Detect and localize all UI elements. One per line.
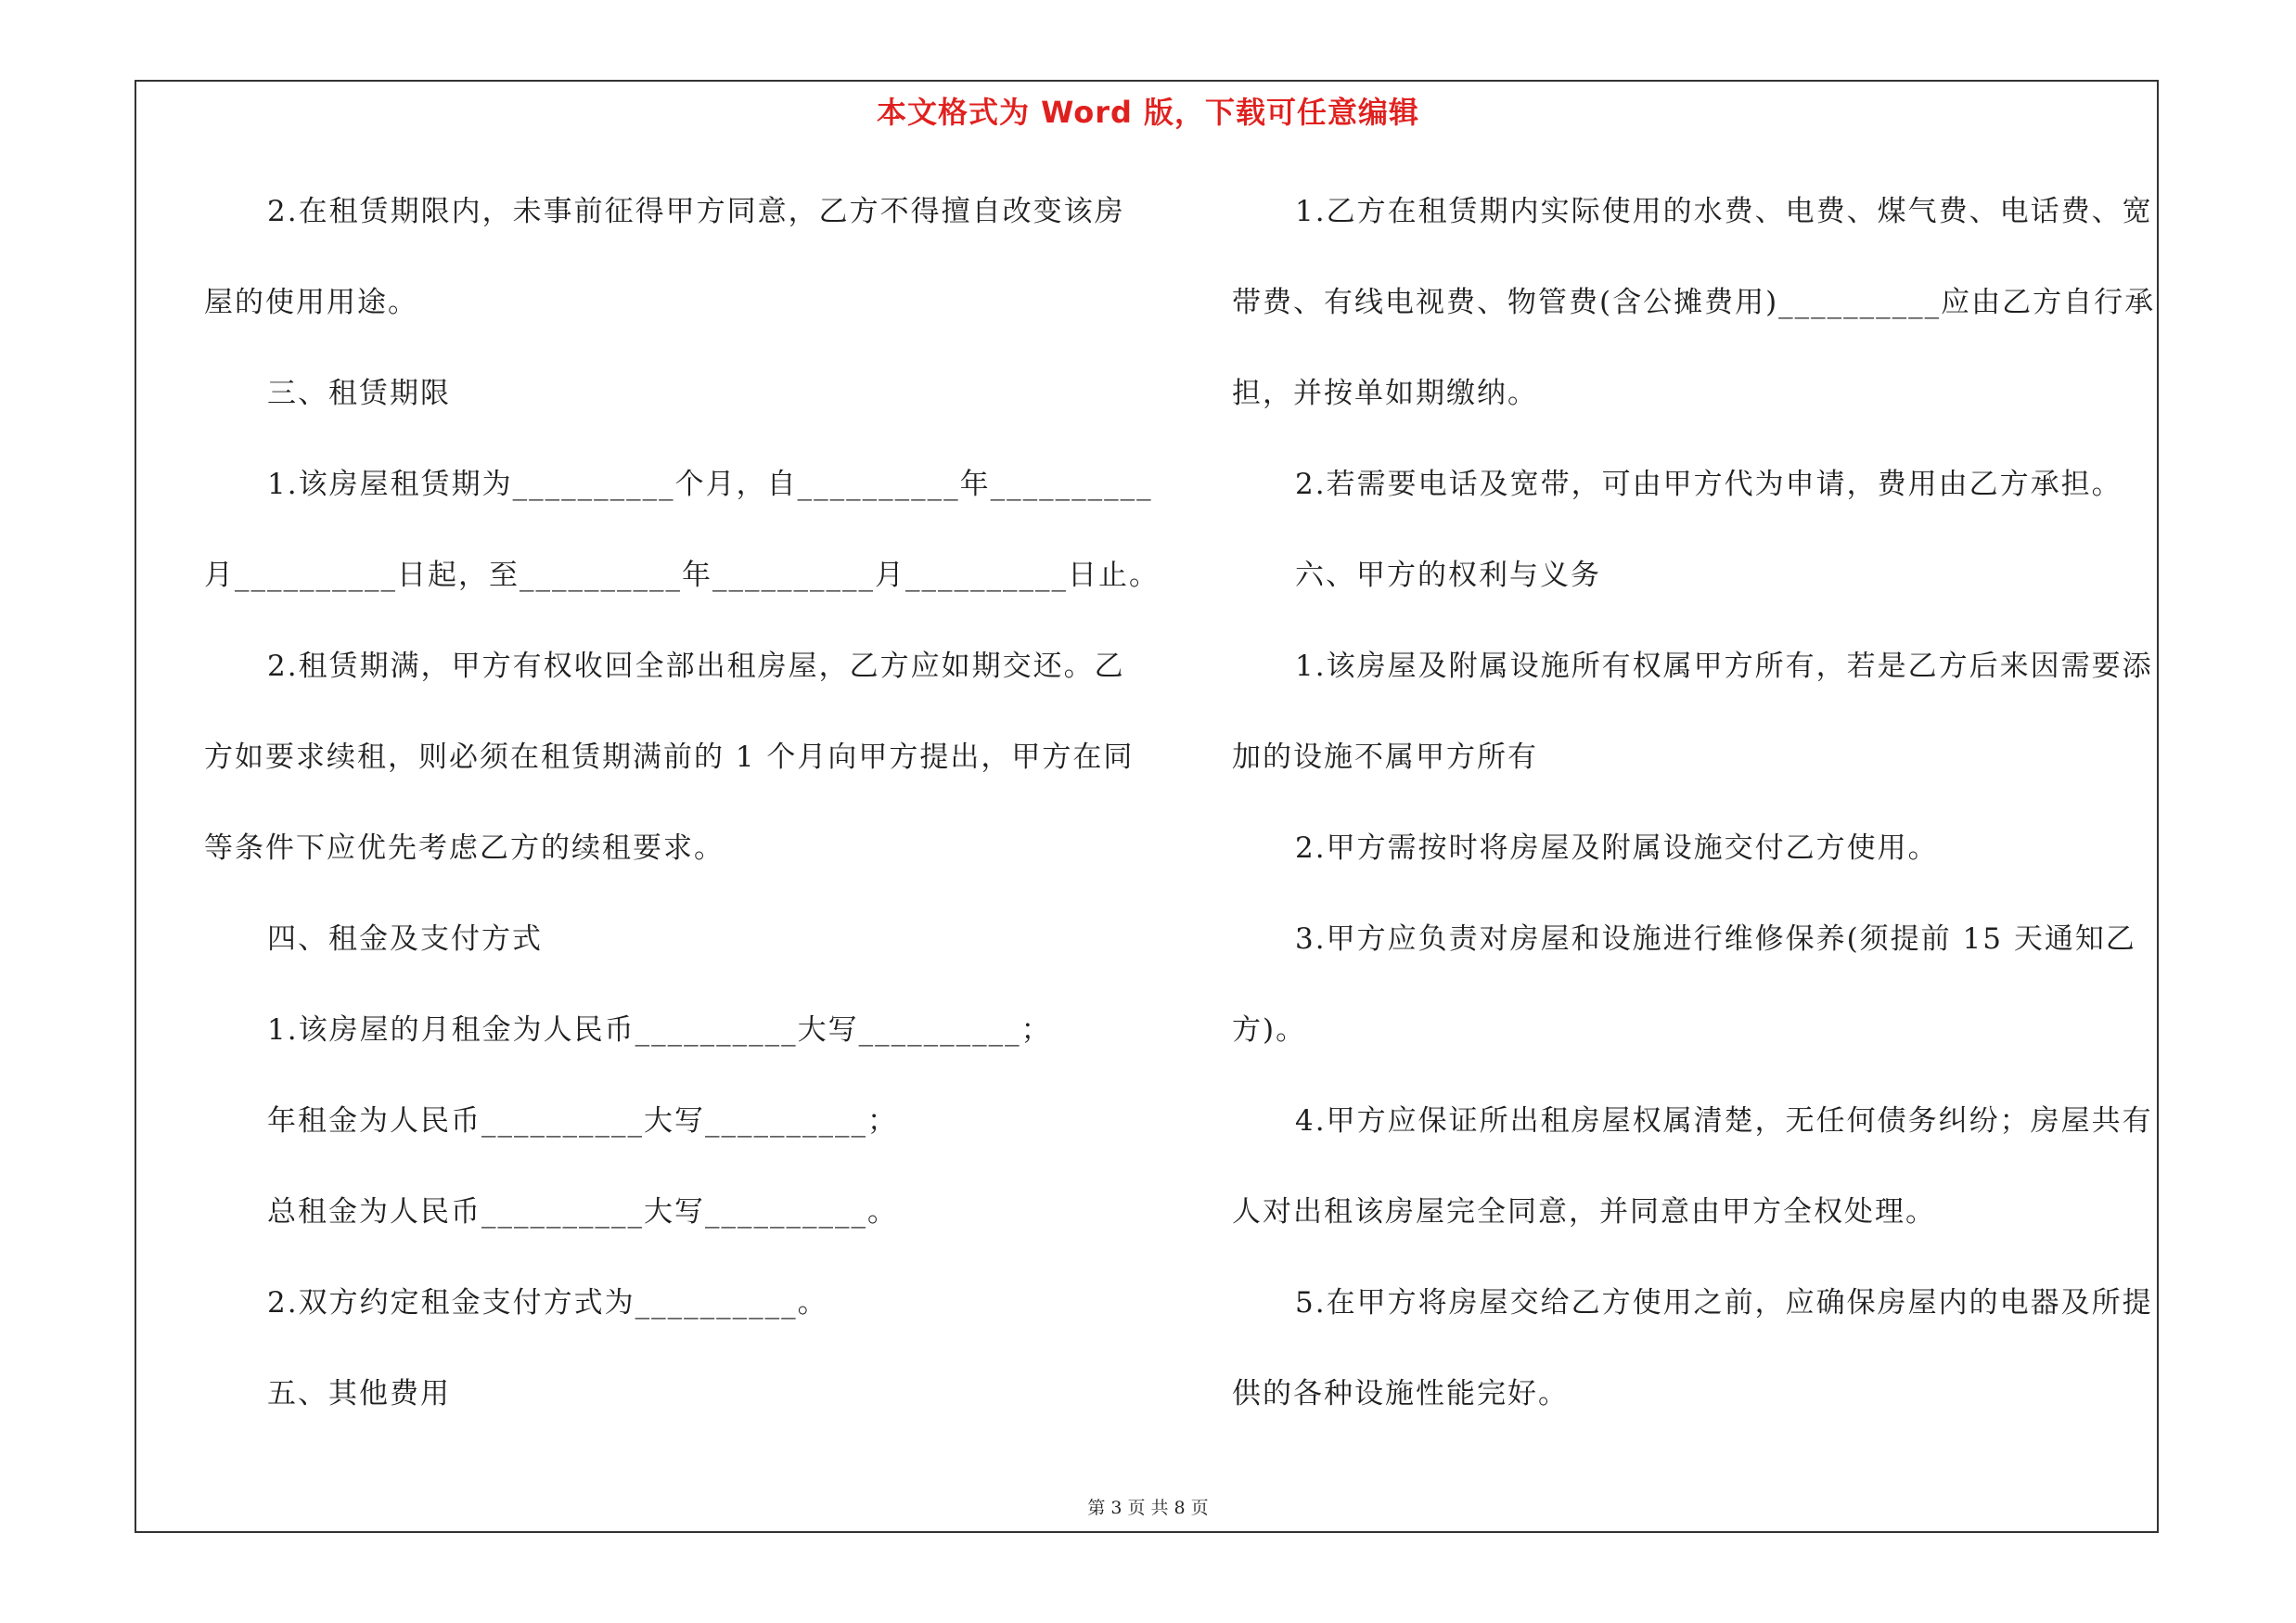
text-line: 五、其他费用 [267,1377,451,1410]
text-line: 带费、有线电视费、物管费(含公摊费用)__________应由乙方自行承 [1232,286,2156,319]
text-line: 4.甲方应保证所出租房屋权属清楚，无任何债务纠纷；房屋共有 [1295,1104,2153,1138]
text-line: 四、租金及支付方式 [267,922,543,956]
text-line: 月__________日起，至__________年__________月__________日止。 [204,559,1160,592]
text-line: 2.租赁期满，甲方有权收回全部出租房屋，乙方应如期交还。乙 [267,650,1125,683]
text-line: 供的各种设施性能完好。 [1232,1377,1569,1410]
text-line: 2.若需要电话及宽带，可由甲方代为申请，费用由乙方承担。 [1295,468,2123,501]
text-line: 2.甲方需按时将房屋及附属设施交付乙方使用。 [1295,831,1939,865]
text-line: 担，并按单如期缴纳。 [1232,377,1538,410]
text-line: 人对出租该房屋完全同意，并同意由甲方全权处理。 [1232,1195,1936,1229]
text-line: 2.在租赁期限内，未事前征得甲方同意，乙方不得擅自改变该房 [267,195,1125,228]
right-column [1232,178,2156,1451]
text-line: 1.乙方在租赁期内实际使用的水费、电费、煤气费、电话费、宽 [1295,195,2153,228]
text-line: 六、甲方的权利与义务 [1295,559,1601,592]
text-line: 2.双方约定租金支付方式为__________。 [267,1286,828,1320]
text-line: 屋的使用用途。 [204,286,418,319]
text-line: 3.甲方应负责对房屋和设施进行维修保养(须提前 15 天通知乙 [1295,922,2136,956]
text-line: 总租金为人民币__________大写__________。 [267,1195,898,1229]
text-line: 等条件下应优先考虑乙方的续租要求。 [204,831,725,865]
text-line: 三、租赁期限 [267,377,451,410]
text-line: 5.在甲方将房屋交给乙方使用之前，应确保房屋内的电器及所提 [1295,1286,2153,1320]
text-line: 1.该房屋租赁期为__________个月，自__________年__________ [267,468,1153,501]
text-line: 年租金为人民币__________大写__________； [267,1104,898,1138]
format-banner: 本文格式为 Word 版，下载可任意编辑 [876,95,1420,130]
text-line: 加的设施不属甲方所有 [1232,741,1538,774]
text-line: 1.该房屋及附属设施所有权属甲方所有，若是乙方后来因需要添 [1295,650,2153,683]
text-line: 方)。 [1232,1013,1307,1047]
left-column [204,178,1160,1451]
text-line: 方如要求续租，则必须在租赁期满前的 1 个月向甲方提出，甲方在同 [204,741,1135,774]
page-number: 第 3 页 共 8 页 [1087,1498,1209,1518]
text-line: 1.该房屋的月租金为人民币__________大写__________； [267,1013,1052,1047]
